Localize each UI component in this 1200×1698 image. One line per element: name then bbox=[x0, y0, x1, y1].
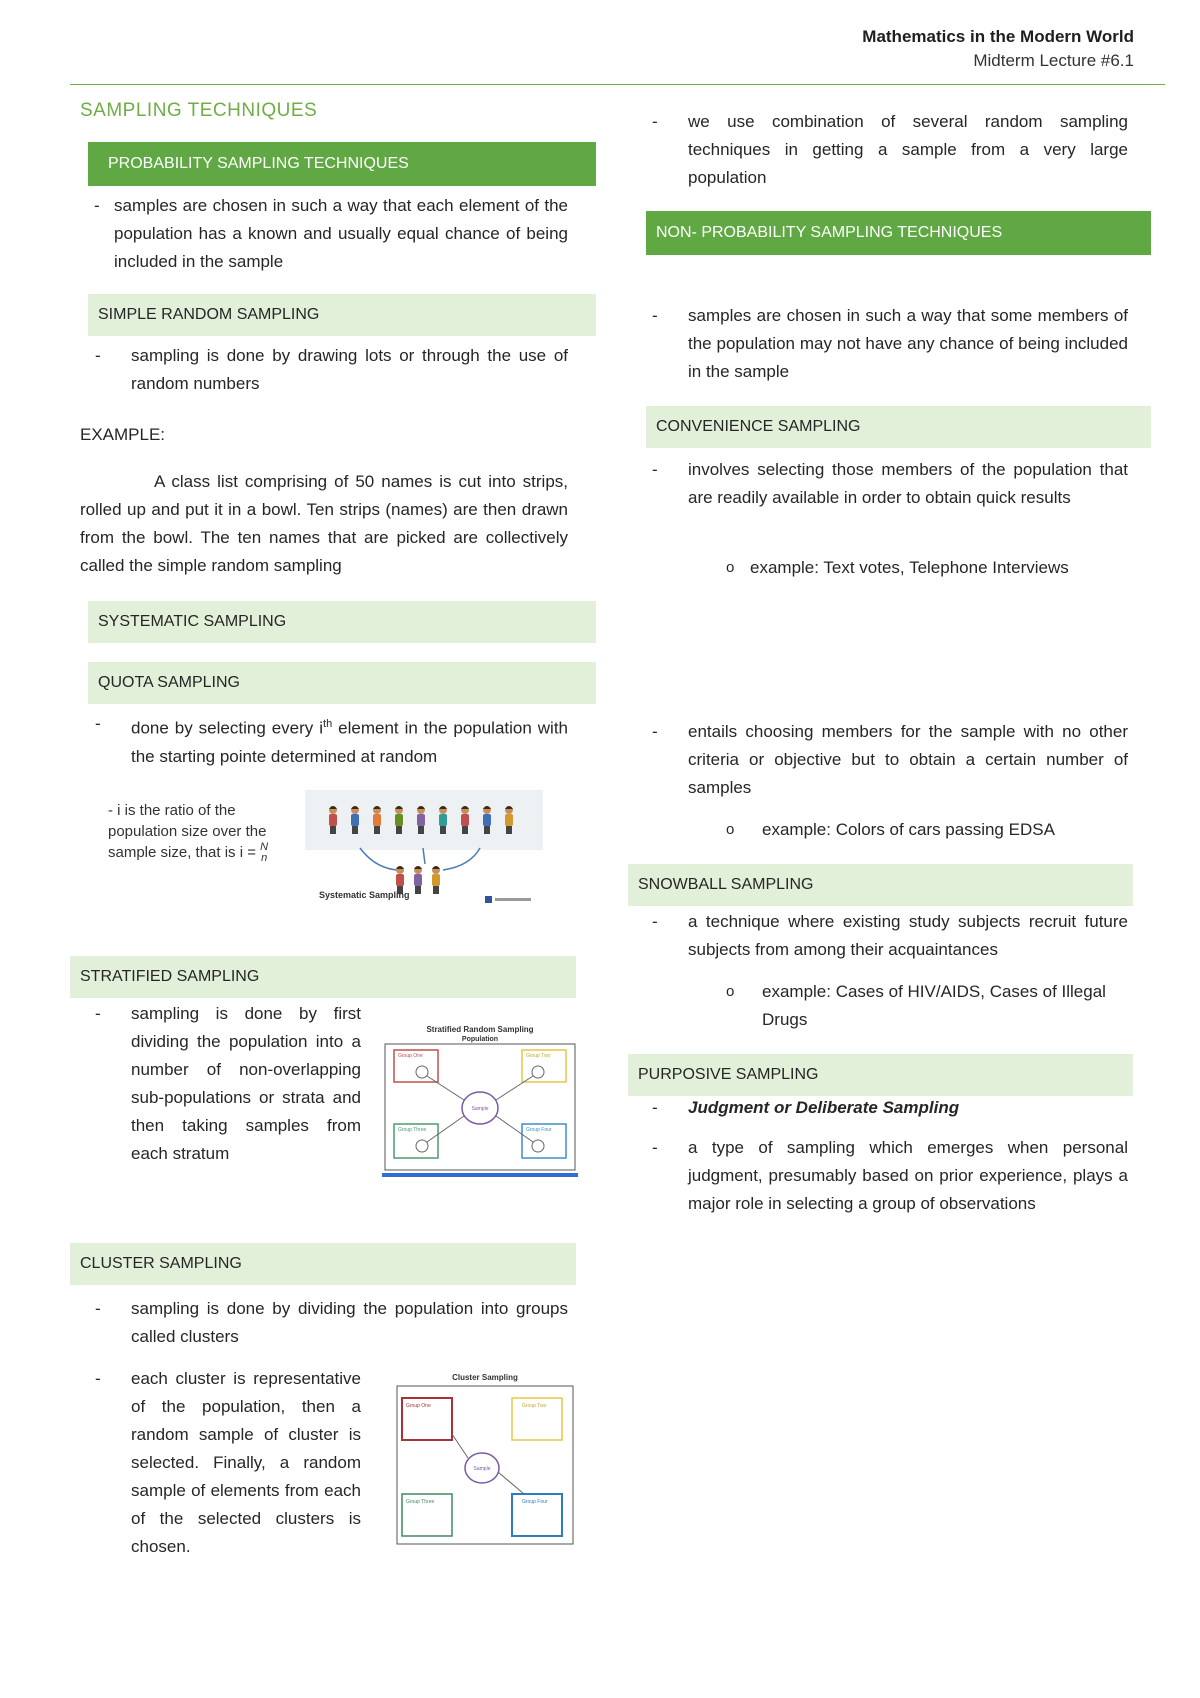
bullet-systematic bbox=[95, 710, 569, 771]
bullet-stratified bbox=[95, 1000, 361, 1168]
stratified-fig-population: Population bbox=[461, 1036, 499, 1043]
stratified-sampling-figure bbox=[382, 1024, 578, 1178]
person-icon bbox=[439, 806, 447, 834]
cluster-label-group-two: Group Two bbox=[522, 1403, 547, 1409]
header-divider bbox=[70, 84, 1165, 85]
dash-marker: - bbox=[95, 1369, 101, 1388]
person-icon bbox=[483, 806, 491, 834]
bullet-text: involves selecting those members of the population that are readily available in order to obtain quick results bbox=[688, 460, 1128, 507]
stratified-sampling-diagram bbox=[382, 1024, 578, 1178]
bullet-text: Judgment or Deliberate Sampling bbox=[688, 1098, 960, 1117]
dash-marker: - bbox=[95, 1299, 101, 1318]
dash-marker: - bbox=[652, 460, 658, 479]
heading-stratified-sampling: STRATIFIED SAMPLING bbox=[70, 956, 576, 998]
person-icon bbox=[373, 806, 381, 834]
heading-nonprobability-sampling: NON- PROBABILITY SAMPLING TECHNIQUES bbox=[646, 211, 1151, 255]
logo-icon bbox=[485, 896, 492, 903]
heading-cluster-sampling: CLUSTER SAMPLING bbox=[70, 1243, 576, 1285]
bullet-convenience bbox=[652, 456, 1128, 512]
bullet-purposive-1 bbox=[652, 1094, 1128, 1122]
example-label: EXAMPLE: bbox=[80, 425, 166, 444]
cluster-sampling-diagram bbox=[394, 1372, 576, 1548]
heading-systematic-sampling: SYSTEMATIC SAMPLING bbox=[88, 601, 596, 643]
heading-purposive-sampling: PURPOSIVE SAMPLING bbox=[628, 1054, 1133, 1096]
systematic-note-text: - i is the ratio of the population size over the sample size, that is i = bbox=[108, 802, 267, 861]
bullet-text-post: element in the population with the starting pointe determined at random bbox=[131, 718, 569, 766]
heading-probability-sampling: PROBABILITY SAMPLING TECHNIQUES bbox=[88, 142, 596, 186]
bullet-text: we use combination of several random sampling techniques in getting a sample from a very large population bbox=[688, 112, 1128, 187]
circle-marker: o bbox=[726, 821, 735, 838]
label-group-one: Group One bbox=[398, 1053, 423, 1059]
person-icon bbox=[395, 806, 403, 834]
circle-marker: o bbox=[726, 983, 735, 1000]
dash-marker: - bbox=[652, 112, 658, 131]
bullet-text: sampling is done by first dividing the population into a number of non-overlapping sub-populations or strata and then taking samples from each stratum bbox=[131, 1004, 361, 1163]
person-icon bbox=[329, 806, 337, 834]
sampled-person-icon bbox=[414, 866, 422, 894]
bullet-text: entails choosing members for the sample with no other criteria or objective but to obtain a certain number of samples bbox=[688, 722, 1128, 797]
cluster-sampling-figure bbox=[394, 1372, 576, 1548]
stratified-fig-title: Stratified Random Sampling bbox=[426, 1025, 534, 1034]
bullet-simple-random bbox=[95, 342, 568, 398]
heading-quota-sampling: QUOTA SAMPLING bbox=[88, 662, 596, 704]
cluster-label-group-four: Group Four bbox=[522, 1499, 548, 1505]
example-convenience bbox=[726, 554, 1130, 582]
dash-marker: - bbox=[652, 306, 658, 325]
bullet-multistage bbox=[652, 108, 1128, 192]
label-sample: Sample bbox=[471, 1106, 489, 1112]
bullet-text-pre: done by selecting every i bbox=[131, 718, 324, 738]
sampled-person-icon bbox=[432, 866, 440, 894]
systematic-note bbox=[108, 800, 294, 864]
circle-marker: o bbox=[726, 559, 735, 576]
dash-marker: - bbox=[95, 1004, 101, 1023]
bullet-purposive-2 bbox=[652, 1134, 1128, 1218]
cluster-label-group-three: Group Three bbox=[406, 1499, 435, 1505]
bullet-quota bbox=[652, 718, 1128, 802]
bullet-text: sampling is done by drawing lots or through the use of random numbers bbox=[131, 346, 568, 393]
bullet-cluster-2 bbox=[95, 1365, 361, 1561]
cluster-fig-title: Cluster Sampling bbox=[452, 1373, 518, 1382]
bullet-text: a technique where existing study subjects recruit future subjects from among their acquaintances bbox=[688, 912, 1128, 959]
dash-marker: - bbox=[652, 722, 658, 741]
label-group-three: Group Three bbox=[398, 1127, 427, 1133]
dash-marker: - bbox=[652, 1138, 658, 1157]
person-icon bbox=[417, 806, 425, 834]
fraction-n-over-n: N n bbox=[260, 841, 269, 865]
bullet-text: samples are chosen in such a way that each element of the population has a known and usually equal chance of being included in the sample bbox=[114, 196, 568, 271]
page-title: SAMPLING TECHNIQUES bbox=[80, 100, 318, 121]
example-text: example: Colors of cars passing EDSA bbox=[762, 820, 1055, 839]
dash-marker: - bbox=[652, 912, 658, 931]
systematic-sampling-illustration bbox=[305, 790, 543, 918]
example-snowball bbox=[726, 978, 1128, 1034]
logo-wordmark bbox=[495, 898, 531, 901]
label-group-two: Group Two bbox=[526, 1053, 551, 1059]
bullet-snowball bbox=[652, 908, 1128, 964]
dash-marker: - bbox=[95, 346, 101, 365]
systematic-figure-label: Systematic Sampling bbox=[319, 890, 410, 900]
heading-simple-random-sampling: SIMPLE RANDOM SAMPLING bbox=[88, 294, 596, 336]
population-people bbox=[329, 806, 513, 834]
heading-convenience-sampling: CONVENIENCE SAMPLING bbox=[646, 406, 1151, 448]
bullet-text: each cluster is representative of the population, then a random sample of cluster is selected. Finally, a random sample of elements from each of the selected clusters is chosen. bbox=[131, 1369, 361, 1556]
dash-marker: - bbox=[94, 196, 100, 215]
document-subtitle: Midterm Lecture #6.1 bbox=[973, 51, 1134, 70]
cluster-label-group-one: Group One bbox=[406, 1403, 431, 1409]
systematic-sampling-figure bbox=[305, 790, 543, 918]
person-icon bbox=[505, 806, 513, 834]
person-icon bbox=[461, 806, 469, 834]
bullet-text: sampling is done by dividing the population into groups called clusters bbox=[131, 1299, 568, 1346]
cluster-label-sample: Sample bbox=[473, 1466, 491, 1472]
example-quota bbox=[726, 816, 1128, 844]
label-group-four: Group Four bbox=[526, 1127, 552, 1133]
bullet-text: a type of sampling which emerges when personal judgment, presumably based on prior experience, plays a major role in selecting a group of observations bbox=[688, 1138, 1128, 1213]
bullet-cluster-1 bbox=[95, 1295, 568, 1351]
example-text: example: Cases of HIV/AIDS, Cases of Illegal Drugs bbox=[762, 982, 1106, 1029]
bullet-nonprobability-definition bbox=[652, 302, 1128, 386]
example-text: example: Text votes, Telephone Interviews bbox=[750, 558, 1069, 577]
bullet-text: samples are chosen in such a way that some members of the population may not have any chance of being included in the sample bbox=[688, 306, 1128, 381]
heading-snowball-sampling: SNOWBALL SAMPLING bbox=[628, 864, 1133, 906]
person-icon bbox=[351, 806, 359, 834]
document-title: Mathematics in the Modern World bbox=[862, 27, 1134, 46]
dash-marker: - bbox=[95, 714, 101, 733]
bullet-probability-definition bbox=[94, 192, 568, 276]
dash-marker: - bbox=[652, 1098, 658, 1117]
superscript-th: th bbox=[323, 718, 333, 730]
example-paragraph: A class list comprising of 50 names is cut into strips, rolled up and put it in a bowl. Ten strips (names) are then drawn from the bowl. The ten names that are picked are collectively called the simple random sampling bbox=[80, 472, 568, 575]
